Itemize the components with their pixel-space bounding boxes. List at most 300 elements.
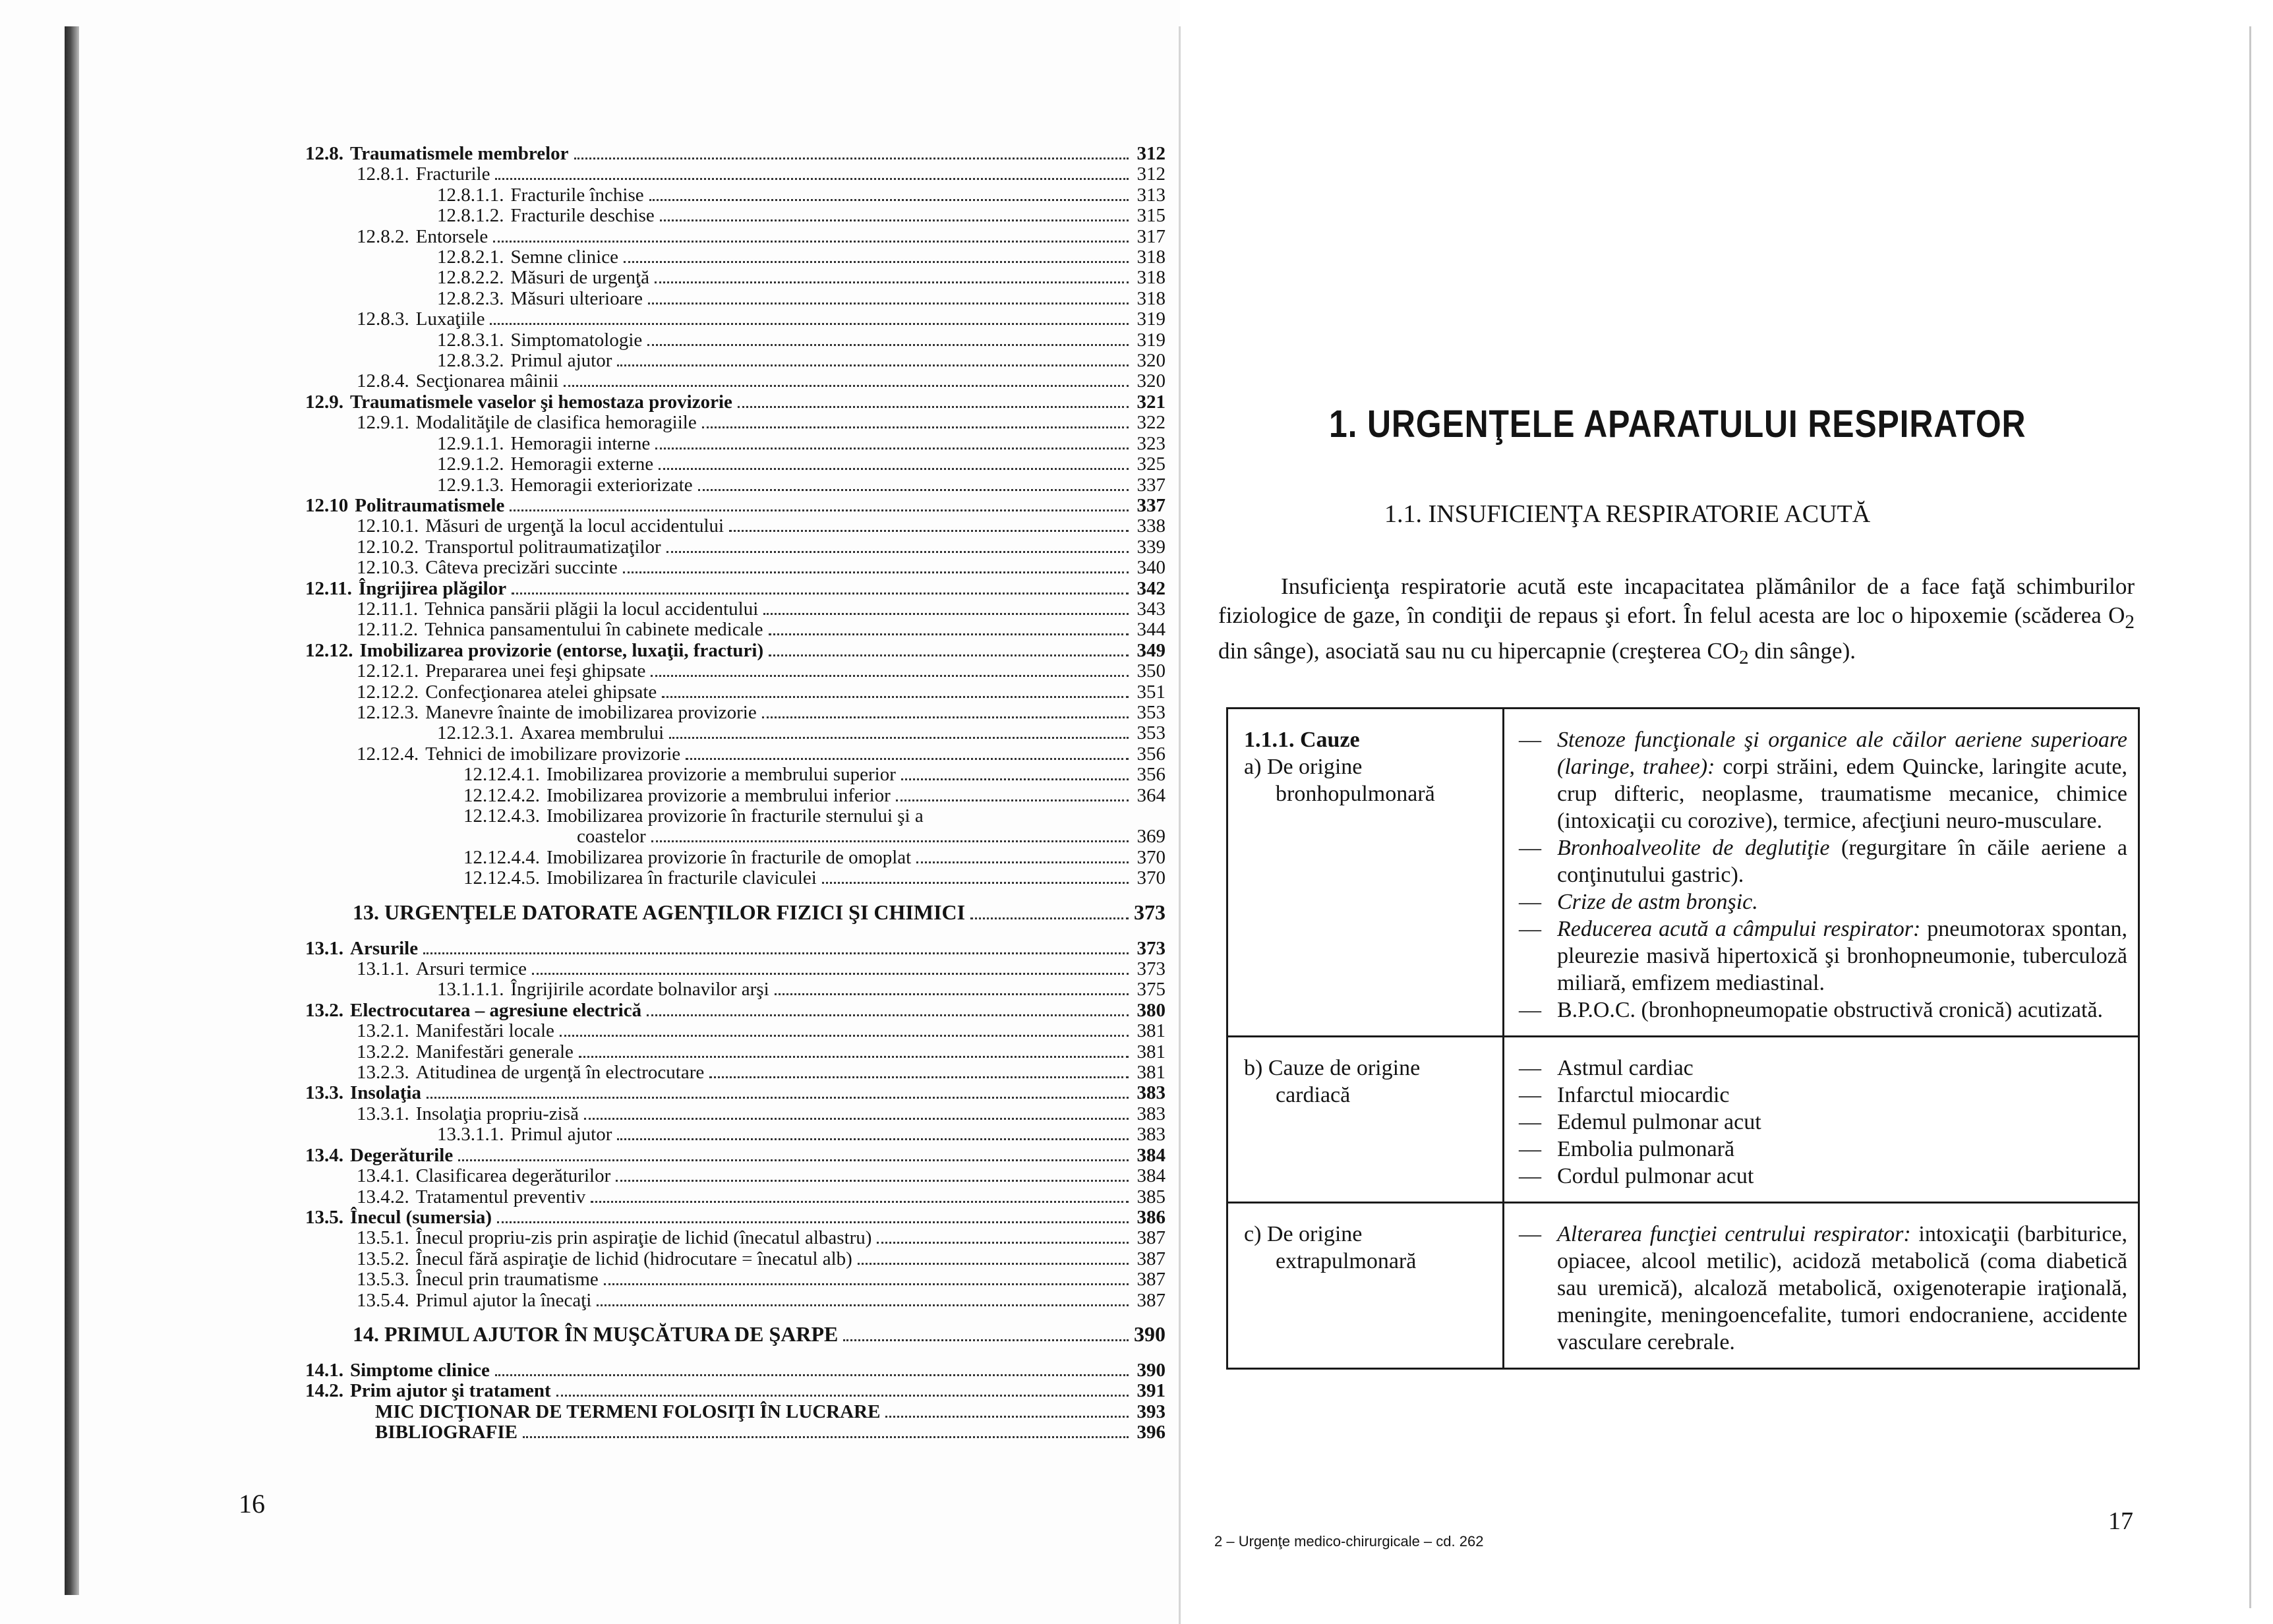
toc-title: Tehnica pansării plăgii la locul accidentului — [425, 598, 759, 620]
toc-leader-dots — [970, 917, 1129, 919]
toc-number: 12.12.4.4. — [463, 846, 540, 868]
toc-title: Imobilizarea provizorie a membrului inferior — [546, 784, 891, 806]
toc-entry — [305, 661, 1166, 682]
toc-leader-dots — [497, 1221, 1129, 1223]
toc-page-number: 351 — [1136, 681, 1166, 703]
toc-page-number: 387 — [1136, 1289, 1166, 1311]
toc-page-number: 315 — [1136, 205, 1166, 227]
toc-page-number: 384 — [1136, 1165, 1166, 1187]
toc-number: 13.2.1. — [357, 1020, 409, 1042]
toc-title: Înecul prin traumatisme — [415, 1269, 599, 1290]
toc-page-number: 385 — [1136, 1186, 1166, 1207]
toc-entry — [305, 1290, 1166, 1311]
toc-leader-dots — [556, 1395, 1129, 1397]
toc-title: Hemoragii exteriorizate — [510, 474, 693, 496]
toc-entry — [305, 454, 1166, 475]
toc-page-number: 312 — [1136, 143, 1166, 164]
toc-entry — [305, 723, 1166, 743]
toc-entry — [305, 806, 1166, 826]
toc-leader-dots — [702, 426, 1129, 428]
toc-title: Imobilizarea provizorie (entorse, luxaţii, fracturi) — [359, 639, 764, 661]
toc-title: Măsuri ulterioare — [510, 287, 643, 309]
toc-entry — [305, 959, 1166, 979]
page-number-left: 16 — [239, 1489, 265, 1519]
toc-title: Clasificarea degerăturilor — [415, 1165, 611, 1187]
toc-page-number: 390 — [1134, 1321, 1166, 1346]
toc-page-number: 350 — [1136, 660, 1166, 682]
toc-title: Înecul (sumersia) — [350, 1206, 492, 1228]
toc-number: 12.8.3.2. — [437, 350, 504, 372]
toc-title: Arsuri termice — [415, 958, 527, 980]
toc-leader-dots — [858, 1263, 1129, 1265]
toc-entry — [305, 765, 1166, 785]
toc-leader-dots — [901, 778, 1129, 780]
toc-page-number: 342 — [1136, 577, 1166, 599]
toc-title: Tehnici de imobilizare provizorie — [425, 743, 681, 765]
toc-leader-dots — [623, 571, 1129, 573]
toc-leader-dots — [660, 219, 1129, 221]
toc-page-number: 321 — [1136, 391, 1166, 413]
toc-leader-dots — [495, 178, 1129, 180]
toc-leader-dots — [729, 530, 1129, 532]
toc-number: 13.4.2. — [357, 1186, 409, 1207]
causes-row — [1227, 1037, 2139, 1203]
cause-item: — Infarctul miocardic — [1519, 1083, 1730, 1107]
toc-number: 12.10.2. — [357, 536, 419, 558]
toc-leader-dots — [523, 1436, 1129, 1438]
toc-page-number: 320 — [1136, 370, 1166, 392]
toc-leader-dots — [510, 509, 1129, 511]
toc-title: Semne clinice — [510, 246, 618, 268]
toc-leader-dots — [579, 1056, 1129, 1058]
toc-page-number: 375 — [1136, 979, 1166, 1000]
toc-page-number: 337 — [1136, 494, 1166, 516]
toc-number: 12.8.3.1. — [437, 329, 504, 351]
toc-page-number: 370 — [1136, 867, 1166, 889]
toc-title: Fracturile deschise — [510, 205, 655, 227]
toc-page-number: 312 — [1136, 163, 1166, 185]
toc-entry — [305, 206, 1166, 226]
toc-number: 13.5.4. — [357, 1289, 409, 1311]
toc-number: 12.8.1.1. — [437, 184, 504, 206]
toc-entry — [305, 620, 1166, 640]
cause-item: — Alterarea funcţiei centrului respirator: intoxicaţii (barbiturice, opiacee, alcool metilic), acidoză metabolică (coma diabetică sau uremică), alcaloză metabolică, oxigenoterapie iraţională, meningite, meningoencefalite, tumori endocraniene, accidente vasculare cerebrale. — [1519, 1222, 2128, 1354]
toc-number: 13.2.3. — [357, 1062, 409, 1084]
cause-list-cell — [1504, 709, 2139, 1037]
toc-number: 12.12.2. — [357, 681, 419, 703]
table-of-contents — [305, 144, 1166, 1443]
toc-entry — [305, 309, 1166, 330]
toc-title: Traumatismele vaselor şi hemostaza provizorie — [350, 391, 732, 413]
toc-leader-dots — [666, 551, 1129, 553]
toc-number: 13.1.1.1. — [437, 979, 504, 1000]
toc-title: Imobilizarea în fracturile claviculei — [546, 867, 817, 889]
toc-entry — [305, 1207, 1166, 1228]
toc-page-number: 337 — [1136, 474, 1166, 496]
toc-entry — [305, 786, 1166, 806]
toc-entry — [305, 848, 1166, 868]
toc-entry — [305, 1104, 1166, 1124]
toc-title: Imobilizarea provizorie în fracturile sternului şi a — [546, 805, 924, 826]
toc-entry — [305, 1249, 1166, 1269]
toc-title: Atitudinea de urgenţă în electrocutare — [415, 1062, 705, 1084]
toc-number: 14.1. — [305, 1359, 343, 1381]
toc-entry — [305, 1000, 1166, 1021]
toc-entry — [305, 599, 1166, 620]
toc-entry — [305, 1062, 1166, 1083]
toc-leader-dots — [564, 385, 1129, 387]
cause-category-label: c) De origine extrapulmonară — [1244, 1222, 1417, 1273]
toc-page-number: 373 — [1136, 958, 1166, 980]
toc-title: Fracturile — [415, 163, 490, 185]
toc-title: Îngrijirea plăgilor — [358, 577, 507, 599]
section-title: 1.1. INSUFICIENŢA RESPIRATORIE ACUTĂ — [1384, 500, 1871, 528]
toc-title: Insolaţia — [350, 1082, 421, 1104]
toc-page-number: 353 — [1136, 722, 1166, 744]
toc-leader-dots — [495, 1374, 1129, 1376]
toc-chapter-heading — [305, 1321, 1166, 1346]
toc-page-number: 381 — [1136, 1062, 1166, 1084]
toc-leader-dots — [916, 861, 1129, 863]
toc-number: 12.12.4.3. — [463, 805, 540, 826]
toc-entry — [305, 413, 1166, 433]
toc-number: 12.8.2.1. — [437, 246, 504, 268]
toc-title: Electrocutarea – agresiune electrică — [350, 999, 642, 1021]
toc-title: Prim ajutor şi tratament — [350, 1380, 551, 1402]
cause-category-label: b) Cauze de origine cardiacă — [1244, 1056, 1421, 1107]
toc-number: 12.8.2.3. — [437, 287, 504, 309]
causes-row — [1227, 1203, 2139, 1369]
toc-title: Politraumatismele — [355, 494, 505, 516]
cause-category-cell — [1227, 709, 1504, 1037]
toc-title: Măsuri de urgenţă la locul accidentului — [425, 515, 724, 537]
toc-entry — [305, 682, 1166, 703]
toc-leader-dots — [686, 758, 1129, 760]
toc-leader-dots — [624, 261, 1129, 263]
toc-leader-dots — [591, 1201, 1129, 1203]
toc-title: Tratamentul preventiv — [415, 1186, 586, 1207]
toc-entry — [305, 939, 1166, 959]
toc-title: Transportul politraumatizaţilor — [425, 536, 661, 558]
toc-page-number: 381 — [1136, 1041, 1166, 1062]
toc-entry — [305, 826, 1166, 847]
toc-title: Arsurile — [350, 937, 419, 959]
toc-title: Fracturile închise — [510, 184, 644, 206]
toc-title: Manifestări generale — [415, 1041, 574, 1062]
cause-item: — Cordul pulmonar acut — [1519, 1164, 1754, 1188]
cause-item: — Stenoze funcţionale şi organice ale căilor aeriene superioare (laringe, trahee): corpi străini, edem Quincke, laringite acute, crup difteric, neoplasme, traumatisme mecanice, chimice (intoxicaţii cu corozive), termice, afecţiuni neuro-musculare. — [1519, 728, 2127, 833]
toc-number: 12.9.1.2. — [437, 453, 504, 475]
toc-page-number: 396 — [1136, 1422, 1166, 1443]
toc-page-number: 356 — [1136, 764, 1166, 786]
toc-title: Câteva precizări succinte — [425, 557, 618, 579]
cause-category-label: a) De origine bronhopulmonară — [1244, 755, 1435, 806]
toc-page-number: 383 — [1136, 1103, 1166, 1124]
toc-number: 12.10.1. — [357, 515, 419, 537]
toc-title: Primul ajutor — [510, 1124, 612, 1146]
toc-page-number: 381 — [1136, 1020, 1166, 1042]
toc-number: 12.9.1.3. — [437, 474, 504, 496]
toc-leader-dots — [493, 241, 1129, 243]
toc-leader-dots — [738, 406, 1129, 408]
toc-entry — [305, 1083, 1166, 1103]
cause-item: — Bronhoalveolite de deglutiţie (regurgitare în căile aeriene a conţinutului gastric). — [1519, 836, 2127, 887]
toc-page-number: 322 — [1136, 412, 1166, 434]
toc-page-number: 370 — [1136, 846, 1166, 868]
cause-item: — Reducerea acută a câmpului respirator: pneumotorax spontan, pleurezie masivă hipertoxică şi bronhopneumonie, tuberculoză miliară, emfizem mediastinal. — [1519, 917, 2127, 995]
toc-leader-dots — [659, 468, 1129, 470]
toc-leader-dots — [885, 1416, 1129, 1418]
toc-entry — [305, 1166, 1166, 1186]
page-number-right: 17 — [2108, 1507, 2133, 1535]
toc-leader-dots — [423, 952, 1129, 954]
toc-page-number: 387 — [1136, 1227, 1166, 1249]
toc-leader-dots — [532, 973, 1129, 975]
toc-number: 13.1. — [305, 937, 343, 959]
toc-entry — [305, 268, 1166, 288]
toc-leader-dots — [896, 799, 1129, 801]
toc-leader-dots — [662, 696, 1129, 698]
toc-entry — [305, 392, 1166, 413]
toc-entry — [305, 1124, 1166, 1145]
cause-list-cell — [1504, 1203, 2139, 1369]
toc-number: 12.10.3. — [357, 557, 419, 579]
toc-title: Primul ajutor — [510, 350, 612, 372]
toc-entry — [305, 979, 1166, 1000]
toc-title: Hemoragii externe — [510, 453, 654, 475]
toc-title: 14. PRIMUL AJUTOR ÎN MUŞCĂTURA DE ŞARPE — [353, 1321, 839, 1346]
toc-entry — [305, 1422, 1166, 1443]
toc-number: 12.11.1. — [357, 598, 419, 620]
toc-number: 12.12.4.2. — [463, 784, 540, 806]
toc-title: Înecul fără aspiraţie de lichid (hidrocutare = înecatul alb) — [415, 1248, 852, 1269]
toc-entry — [305, 868, 1166, 888]
cause-category-cell — [1227, 1037, 1504, 1203]
toc-number: 13.3. — [305, 1082, 343, 1104]
toc-number: 12.12.4.5. — [463, 867, 540, 889]
toc-page-number: 319 — [1136, 329, 1166, 351]
toc-page-number: 343 — [1136, 598, 1166, 620]
toc-leader-dots — [822, 882, 1129, 884]
toc-chapter-heading — [305, 902, 1166, 924]
chapter-title: 1. URGENŢELE APARATULUI RESPIRATOR — [1329, 403, 2026, 446]
toc-title: Simptome clinice — [350, 1359, 490, 1381]
toc-leader-dots — [512, 593, 1129, 594]
scan-edge-shadow — [65, 26, 79, 1595]
toc-title: Înecul propriu-zis prin aspiraţie de lichid (înecatul albastru) — [415, 1227, 872, 1249]
toc-number: 13.1.1. — [357, 958, 409, 980]
toc-page-number: 319 — [1136, 308, 1166, 330]
toc-number: 13.4. — [305, 1144, 343, 1166]
toc-number: 12.8.1.2. — [437, 205, 504, 227]
toc-title: Degerăturile — [350, 1144, 454, 1166]
toc-title: Entorsele — [415, 225, 488, 247]
toc-number: 14.2. — [305, 1380, 343, 1402]
toc-entry — [305, 579, 1166, 599]
toc-leader-dots — [651, 840, 1129, 842]
toc-leader-dots — [769, 654, 1129, 656]
toc-leader-dots — [490, 323, 1129, 325]
cause-item: — B.P.O.C. (bronhopneumopatie obstructivă cronică) acutizată. — [1519, 998, 2104, 1022]
toc-entry — [305, 1381, 1166, 1401]
cause-item: — Crize de astm bronşic. — [1519, 890, 1758, 914]
toc-leader-dots — [762, 716, 1129, 718]
toc-title: Secţionarea mâinii — [415, 370, 559, 392]
toc-title: Confecţionarea atelei ghipsate — [425, 681, 657, 703]
toc-leader-dots — [584, 1118, 1129, 1120]
toc-leader-dots — [651, 675, 1129, 677]
toc-page-number: 384 — [1136, 1144, 1166, 1166]
cause-category-cell — [1227, 1203, 1504, 1369]
toc-number: 12.11. — [305, 577, 352, 599]
toc-page-number: 353 — [1136, 701, 1166, 723]
toc-entry — [305, 475, 1166, 496]
right-page-edge — [2249, 26, 2251, 1608]
toc-number: 12.8.3. — [357, 308, 409, 330]
toc-number: 12.9. — [305, 391, 343, 413]
toc-title: Măsuri de urgenţă — [510, 267, 649, 289]
toc-entry — [305, 744, 1166, 765]
toc-number: 12.9.1.1. — [437, 432, 504, 454]
toc-leader-dots — [617, 364, 1129, 366]
toc-number: 13.2.2. — [357, 1041, 409, 1062]
toc-title: Hemoragii interne — [510, 432, 651, 454]
toc-number: 13.5.2. — [357, 1248, 409, 1269]
toc-number: 12.10 — [305, 494, 349, 516]
toc-entry — [305, 1042, 1166, 1062]
toc-number: 12.12.3.1. — [437, 722, 514, 744]
toc-page-number: 390 — [1136, 1359, 1166, 1381]
toc-number: 12.8.1. — [357, 163, 409, 185]
toc-page-number: 364 — [1136, 784, 1166, 806]
toc-number: 12.8.4. — [357, 370, 409, 392]
toc-entry — [305, 558, 1166, 578]
toc-page-number: 344 — [1136, 619, 1166, 641]
toc-number: 12.12.3. — [357, 701, 419, 723]
toc-leader-dots — [604, 1283, 1129, 1285]
toc-leader-dots — [877, 1242, 1129, 1244]
toc-entry — [305, 641, 1166, 661]
toc-entry — [305, 496, 1166, 516]
toc-number: 12.8.2. — [357, 225, 409, 247]
toc-leader-dots — [709, 1076, 1129, 1078]
toc-title: Imobilizarea provizorie a membrului superior — [546, 764, 896, 786]
toc-entry — [305, 1360, 1166, 1381]
toc-leader-dots — [669, 737, 1129, 739]
toc-title: Traumatismele membrelor — [350, 143, 569, 164]
intro-paragraph: Insuficienţa respiratorie acută este incapacitatea plămânilor de a face faţă schimburilor fiziologice de gaze, în condiţii de repaus şi efort. În felul acesta are loc o hipoxemie (scăderea $O_2$ din sânge), asociată sau nu cu hipercapnie (creşterea $CO_2$ din sânge). — [1218, 573, 2135, 668]
toc-entry — [305, 1402, 1166, 1422]
toc-page-number: 339 — [1136, 536, 1166, 558]
toc-page-number: 383 — [1136, 1124, 1166, 1146]
toc-page-number: 317 — [1136, 225, 1166, 247]
toc-title: coastelor — [577, 826, 646, 848]
toc-entry — [305, 351, 1166, 371]
toc-number: 13.3.1. — [357, 1103, 409, 1124]
toc-page-number: 318 — [1136, 287, 1166, 309]
toc-entry — [305, 1187, 1166, 1207]
toc-number: 12.12.4.1. — [463, 764, 540, 786]
toc-leader-dots — [647, 344, 1129, 346]
toc-title: Imobilizarea provizorie în fracturile de omoplat — [546, 846, 912, 868]
toc-page-number: 356 — [1136, 743, 1166, 765]
toc-leader-dots — [769, 633, 1129, 635]
toc-title: Îngrijirile acordate bolnavilor arşi — [510, 979, 769, 1000]
toc-title: Luxaţiile — [415, 308, 485, 330]
toc-title: Manevre înainte de imobilizarea provizorie — [425, 701, 757, 723]
toc-page-number: 318 — [1136, 246, 1166, 268]
toc-title: BIBLIOGRAFIE — [375, 1422, 517, 1443]
toc-title: 13. URGENŢELE DATORATE AGENŢILOR FIZICI ŞI CHIMICI — [353, 900, 966, 924]
toc-title: Simptomatologie — [510, 329, 643, 351]
toc-leader-dots — [843, 1339, 1129, 1341]
toc-leader-dots — [617, 1138, 1129, 1140]
toc-number: 13.5. — [305, 1206, 343, 1228]
toc-page-number: 325 — [1136, 453, 1166, 475]
cause-item: — Edemul pulmonar acut — [1519, 1110, 1761, 1134]
toc-number: 12.12. — [305, 639, 353, 661]
toc-leader-dots — [616, 1180, 1129, 1182]
toc-leader-dots — [649, 199, 1129, 201]
toc-number: 13.5.3. — [357, 1269, 409, 1290]
toc-entry — [305, 144, 1166, 164]
toc-number: 12.11.2. — [357, 619, 419, 641]
toc-page-number: 338 — [1136, 515, 1166, 537]
toc-page-number: 369 — [1136, 826, 1166, 848]
toc-page-number: 391 — [1136, 1380, 1166, 1402]
toc-entry — [305, 227, 1166, 247]
toc-leader-dots — [763, 613, 1129, 615]
toc-title: Primul ajutor la înecaţi — [415, 1289, 592, 1311]
toc-leader-dots — [655, 448, 1129, 450]
toc-leader-dots — [597, 1304, 1129, 1306]
toc-page-number: 380 — [1136, 999, 1166, 1021]
toc-number: 12.12.1. — [357, 660, 419, 682]
toc-leader-dots — [458, 1159, 1129, 1161]
toc-entry — [305, 434, 1166, 454]
toc-number: 12.8. — [305, 143, 343, 164]
toc-leader-dots — [574, 158, 1129, 160]
toc-entry — [305, 1146, 1166, 1166]
toc-entry — [305, 1021, 1166, 1041]
toc-entry — [305, 1228, 1166, 1248]
toc-number: 13.4.1. — [357, 1165, 409, 1187]
cause-item: — Astmul cardiac — [1519, 1056, 1694, 1080]
toc-number: 12.8.2.2. — [437, 267, 504, 289]
toc-page-number: 373 — [1136, 937, 1166, 959]
toc-page-number: 349 — [1136, 639, 1166, 661]
book-spine — [1179, 26, 1181, 1624]
toc-entry — [305, 516, 1166, 536]
toc-title: Modalităţile de clasifica hemoragiile — [415, 412, 697, 434]
toc-number: 12.9.1. — [357, 412, 409, 434]
toc-page-number: 387 — [1136, 1269, 1166, 1290]
causes-row — [1227, 709, 2139, 1037]
toc-page-number: 320 — [1136, 350, 1166, 372]
toc-entry — [305, 289, 1166, 309]
toc-entry — [305, 330, 1166, 351]
toc-number: 13.5.1. — [357, 1227, 409, 1249]
toc-page-number: 313 — [1136, 184, 1166, 206]
toc-title: Tehnica pansamentului în cabinete medicale — [425, 619, 763, 641]
cause-list-cell — [1504, 1037, 2139, 1203]
toc-page-number: 387 — [1136, 1248, 1166, 1269]
toc-entry — [305, 703, 1166, 723]
toc-page-number: 383 — [1136, 1082, 1166, 1104]
toc-entry — [305, 164, 1166, 185]
toc-title: Manifestări locale — [415, 1020, 554, 1042]
toc-entry — [305, 247, 1166, 268]
